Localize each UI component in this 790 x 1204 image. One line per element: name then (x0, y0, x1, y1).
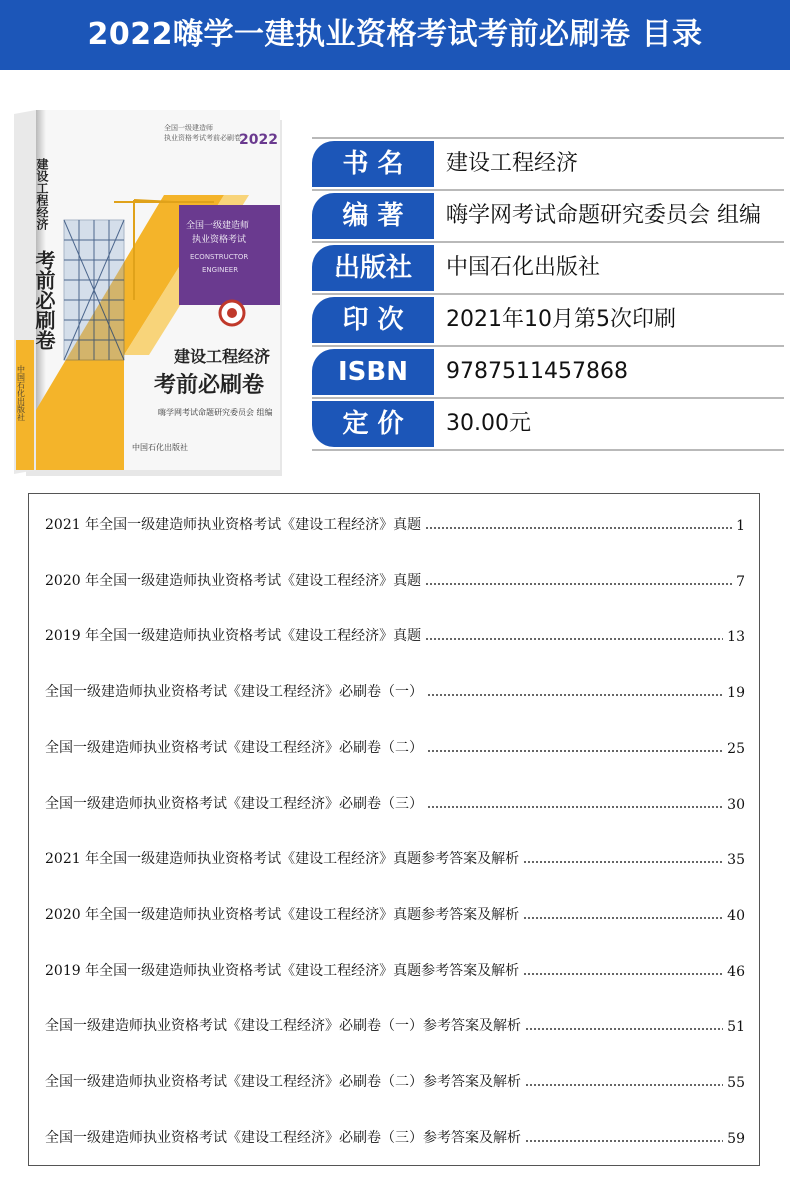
info-label: 书 名 (312, 141, 434, 187)
info-row-isbn (312, 347, 784, 399)
page-title: 2022嗨学一建执业资格考试考前必刷卷 目录 (87, 17, 703, 52)
toc-leader-dots (523, 973, 723, 975)
toc-leader-dots (427, 806, 723, 808)
toc-entry-title: 全国一级建造师执业资格考试《建设工程经济》必刷卷（一） (45, 684, 423, 701)
toc-entry-page: 25 (727, 740, 745, 757)
toc-entry-title: 2020 年全国一级建造师执业资格考试《建设工程经济》真题参考答案及解析 (45, 906, 520, 923)
toc-leader-dots (425, 638, 723, 640)
toc-entry-page: 1 (736, 518, 745, 534)
toc-entry (45, 510, 745, 534)
toc-leader-dots (427, 750, 723, 752)
toc-entry-title: 2020 年全国一级建造师执业资格考试《建设工程经济》真题 (45, 572, 422, 589)
toc-entry-page: 7 (736, 573, 745, 590)
cover-year: 2022 (239, 132, 278, 148)
info-label: 印 次 (312, 297, 434, 343)
toc-entry-page: 13 (727, 629, 745, 646)
info-row-title (312, 137, 784, 191)
cover-author: 嗨学网考试命题研究委员会 组编 (158, 408, 273, 417)
toc-entry-title: 全国一级建造师执业资格考试《建设工程经济》必刷卷（一）参考答案及解析 (45, 1018, 521, 1035)
toc-entry-page: 46 (727, 963, 745, 980)
cover-purple-en1: ECONSTRUCTOR (190, 253, 249, 261)
page-title-banner (0, 0, 790, 70)
toc-entry-page: 51 (727, 1019, 745, 1036)
toc-entry (45, 733, 745, 757)
info-label: 定 价 (312, 401, 434, 447)
toc-entry-page: 59 (727, 1130, 745, 1147)
toc-entry (45, 1011, 745, 1035)
cover-series-line1: 全国一级建造师 (164, 124, 213, 132)
cover-title-2: 考前必刷卷 (154, 373, 265, 398)
toc-entry-title: 全国一级建造师执业资格考试《建设工程经济》必刷卷（三）参考答案及解析 (45, 1129, 521, 1146)
info-value: 建设工程经济 (446, 151, 579, 176)
toc-entry-page: 55 (727, 1075, 745, 1091)
toc-leader-dots (525, 1140, 723, 1142)
toc-leader-dots (427, 694, 723, 696)
toc-entry (45, 1123, 745, 1147)
info-row-publisher (312, 243, 784, 295)
cover-title-1: 建设工程经济 (174, 347, 271, 366)
info-row-author (312, 191, 784, 243)
info-label: 编 著 (312, 193, 434, 239)
book-info-table (312, 137, 784, 451)
toc-entry-page: 40 (727, 907, 745, 924)
cover-publisher: 中国石化出版社 (132, 443, 188, 452)
toc-entry (45, 677, 745, 701)
toc-leader-dots (425, 583, 732, 585)
book-cover-svg (14, 110, 284, 480)
toc-entry-page: 19 (727, 685, 745, 702)
table-of-contents (28, 493, 760, 1166)
toc-entry (45, 621, 745, 645)
book-cover-image (14, 110, 284, 480)
cover-purple-line2: 执业资格考试 (192, 235, 247, 245)
toc-entry-title: 2019 年全国一级建造师执业资格考试《建设工程经济》真题 (45, 628, 422, 645)
info-row-price (312, 399, 784, 451)
info-row-printing (312, 295, 784, 347)
toc-entry-title: 全国一级建造师执业资格考试《建设工程经济》必刷卷（三） (45, 795, 423, 812)
toc-entry (45, 1067, 745, 1091)
toc-leader-dots (425, 527, 732, 529)
toc-leader-dots (523, 917, 723, 919)
toc-entry-title: 2021 年全国一级建造师执业资格考试《建设工程经济》真题参考答案及解析 (45, 851, 520, 868)
cover-spine-publisher: 中国石化出版社 (16, 365, 26, 421)
toc-entry (45, 844, 745, 868)
toc-entry (45, 900, 745, 924)
toc-entry-title: 全国一级建造师执业资格考试《建设工程经济》必刷卷（二） (45, 739, 423, 756)
cover-series-line2: 执业资格考试考前必刷卷 (164, 134, 241, 142)
cover-vertical-title-2: 考前必刷卷 (32, 250, 56, 350)
cover-vertical-title-1: 建设工程经济 (35, 158, 49, 230)
info-value: 30.00元 (446, 411, 531, 436)
info-label: 出版社 (312, 245, 434, 291)
toc-entry-page: 35 (727, 852, 745, 869)
toc-entry-title: 全国一级建造师执业资格考试《建设工程经济》必刷卷（二）参考答案及解析 (45, 1074, 521, 1090)
info-value: 中国石化出版社 (446, 255, 601, 280)
info-value: 9787511457868 (446, 359, 628, 384)
toc-entry-page: 30 (727, 796, 745, 813)
toc-entry (45, 789, 745, 813)
info-label: ISBN (312, 349, 434, 395)
toc-leader-dots (525, 1028, 723, 1030)
cover-purple-en2: ENGINEER (202, 266, 239, 274)
toc-entry (45, 566, 745, 590)
toc-leader-dots (523, 861, 723, 863)
cover-purple-line1: 全国一级建造师 (186, 221, 250, 231)
info-value: 嗨学网考试命题研究委员会 组编 (446, 203, 761, 228)
info-value: 2021年10月第5次印刷 (446, 307, 676, 332)
toc-entry (45, 956, 745, 980)
toc-entry-title: 2019 年全国一级建造师执业资格考试《建设工程经济》真题参考答案及解析 (45, 962, 520, 979)
toc-entry-title: 2021 年全国一级建造师执业资格考试《建设工程经济》真题 (45, 517, 422, 533)
toc-leader-dots (525, 1084, 723, 1086)
